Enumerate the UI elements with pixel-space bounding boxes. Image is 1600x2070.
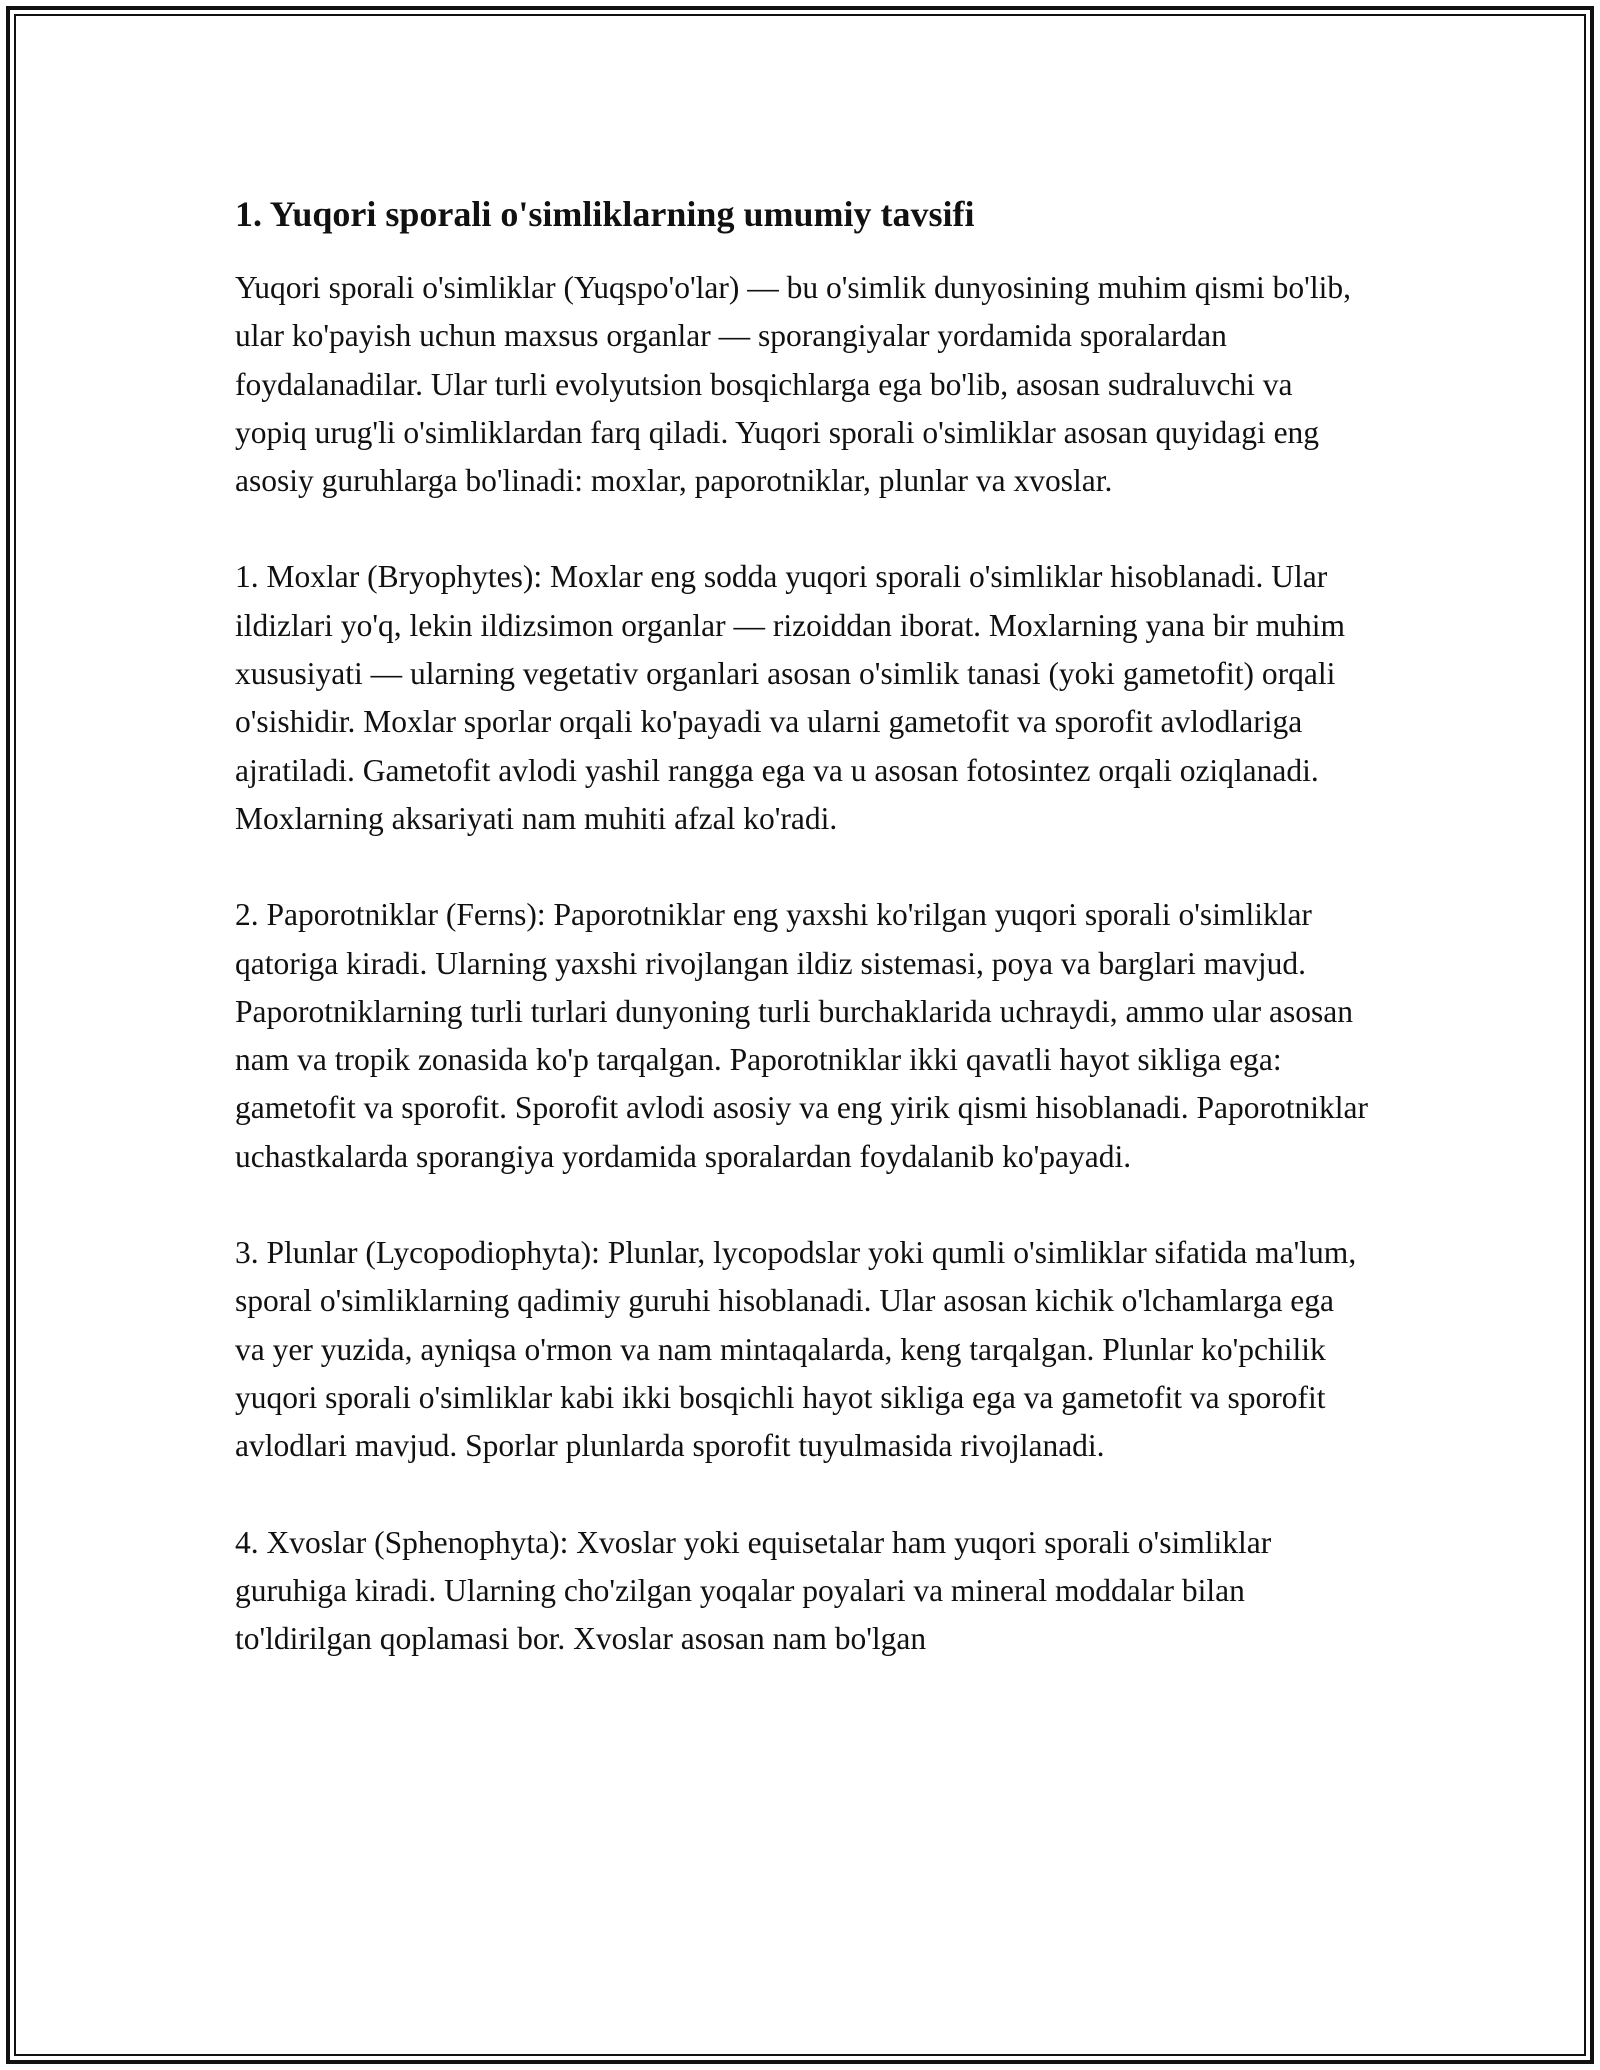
document-body bbox=[235, 186, 1370, 1663]
section-title: 1. Yuqori sporali o'simliklarning umumiy tavsifi bbox=[235, 194, 975, 234]
paragraph-intro: Yuqori sporali o'simliklar (Yuqspo'o'lar) — bu o'simlik dunyosining muhim qismi bo'lib, ular ko'payish uchun maxsus organlar — sporangiyalar yordamida sporalardan foydalanadilar. Ular turli evolyutsion bosqichlarga ega bo'lib, asosan sudraluvchi va yopiq urug'li o'simliklardan farq qiladi. Yuqori sporali o'simliklar asosan quyidagi eng asosiy guruhlarga bo'linadi: moxlar, paporotniklar, plunlar va xvoslar. bbox=[235, 270, 1351, 499]
paragraph-paporotniklar: 2. Paporotniklar (Ferns): Paporotniklar eng yaxshi ko'rilgan yuqori sporali o'simliklar qatoriga kiradi. Ularning yaxshi rivojlangan ildiz sistemasi, poya va barglari mavjud. Paporotniklarning turli turlari dunyoning turli burchaklarida uchraydi, ammo ular asosan nam va tropik zonasida ko'p tarqalgan. Paporotniklar ikki qavatli hayot sikliga ega: gametofit va sporofit. Sporofit avlodi asosiy va eng yirik qismi hisoblanadi. Paporotniklar uchastkalarda sporangiya yordamida sporalardan foydalanib ko'payadi. bbox=[235, 897, 1368, 1174]
paragraph-xvoslar: 4. Xvoslar (Sphenophyta): Xvoslar yoki equisetalar ham yuqori sporali o'simliklar guruhiga kiradi. Ularning cho'zilgan yoqalar poyalari va mineral moddalar bilan to'ldirilgan qoplamasi bor. Xvoslar asosan nam bo'lgan bbox=[235, 1524, 1272, 1657]
paragraph-plunlar: 3. Plunlar (Lycopodiophyta): Plunlar, lycopodslar yoki qumli o'simliklar sifatida ma'lum, sporal o'simliklarning qadimiy guruhi hisoblanadi. Ular asosan kichik o'lchamlarga ega va yer yuzida, ayniqsa o'rmon va nam mintaqalarda, keng tarqalgan. Plunlar ko'pchilik yuqori sporali o'simliklar kabi ikki bosqichli hayot sikliga ega va gametofit va sporofit avlodlari mavjud. Sporlar plunlarda sporofit tuyulmasida rivojlanadi. bbox=[235, 1235, 1357, 1464]
paragraph-moxlar: 1. Moxlar (Bryophytes): Moxlar eng sodda yuqori sporali o'simliklar hisoblanadi. Ular ildizlari yo'q, lekin ildizsimon organlar — rizoiddan iborat. Moxlarning yana bir muhim xususiyati — ularning vegetativ organlari asosan o'simlik tanasi (yoki gametofit) orqali o'sishidir. Moxlar sporlar orqali ko'payadi va ularni gametofit va sporofit avlodlariga ajratiladi. Gametofit avlodi yashil rangga ega va u asosan fotosintez orqali oziqlanadi. Moxlarning aksariyati nam muhiti afzal ko'radi. bbox=[235, 559, 1345, 836]
